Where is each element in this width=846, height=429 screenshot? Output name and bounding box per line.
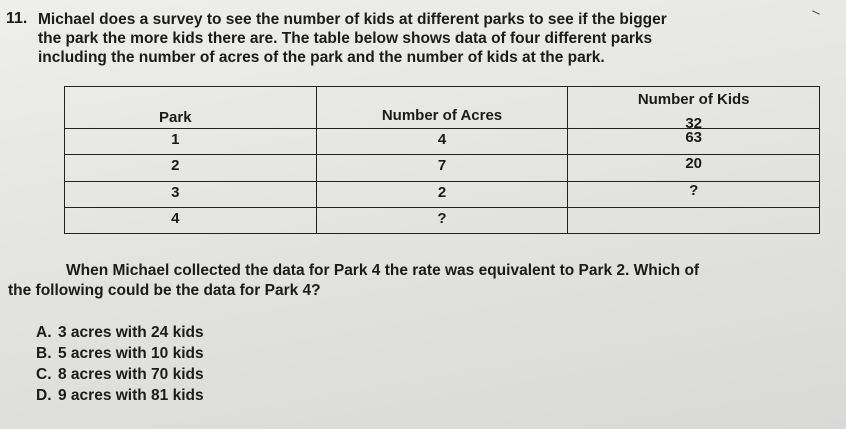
- header-acres: Number of Acres: [316, 87, 568, 129]
- pen-mark: [812, 10, 820, 14]
- cell-park: 4: [171, 209, 180, 227]
- prompt-line-2: the park the more kids there are. The table below shows data of four different parks: [38, 30, 653, 47]
- cell-kids: ?: [689, 181, 699, 199]
- cell-park: 2: [171, 157, 180, 175]
- park-data-table: [64, 86, 820, 234]
- cell-park: 1: [171, 131, 180, 148]
- followup-line-1: When Michael collected the data for Park 4 the rate was equivalent to Park 2. Which of: [66, 262, 700, 279]
- cell-acres: ?: [437, 209, 447, 227]
- prompt-line-3: including the number of acres of the park and the number of kids at the park.: [38, 49, 605, 66]
- header-park: Park: [65, 87, 317, 129]
- cell-acres: 7: [437, 157, 447, 175]
- choice-b[interactable]: B. 5 acres with 10 kids: [36, 345, 204, 362]
- followup-line-2: the following could be the data for Park 4?: [8, 282, 321, 299]
- header-kids: Number of Kids 32: [568, 87, 820, 129]
- table-row: [65, 129, 820, 155]
- cell-acres: 4: [437, 131, 447, 148]
- choice-c[interactable]: C. 8 acres with 70 kids: [36, 366, 204, 383]
- cell-kids: 63: [685, 129, 702, 146]
- table-header-row: [65, 87, 820, 129]
- cell-park: 3: [171, 183, 180, 201]
- table-row: [65, 181, 820, 207]
- choice-d[interactable]: D. 9 acres with 81 kids: [36, 387, 204, 404]
- cell-kids: 20: [685, 155, 702, 173]
- choice-a[interactable]: A. 3 acres with 24 kids: [36, 324, 204, 341]
- table-row: [65, 207, 820, 233]
- table-row: [65, 155, 820, 181]
- prompt-line-1: Michael does a survey to see the number of kids at different parks to see if the bigger: [38, 11, 667, 28]
- question-prompt: [38, 10, 778, 67]
- kids-value-shifted: 32: [685, 115, 702, 132]
- answer-choices: [36, 322, 204, 406]
- cell-acres: 2: [437, 183, 447, 201]
- question-number: 11.: [6, 10, 28, 27]
